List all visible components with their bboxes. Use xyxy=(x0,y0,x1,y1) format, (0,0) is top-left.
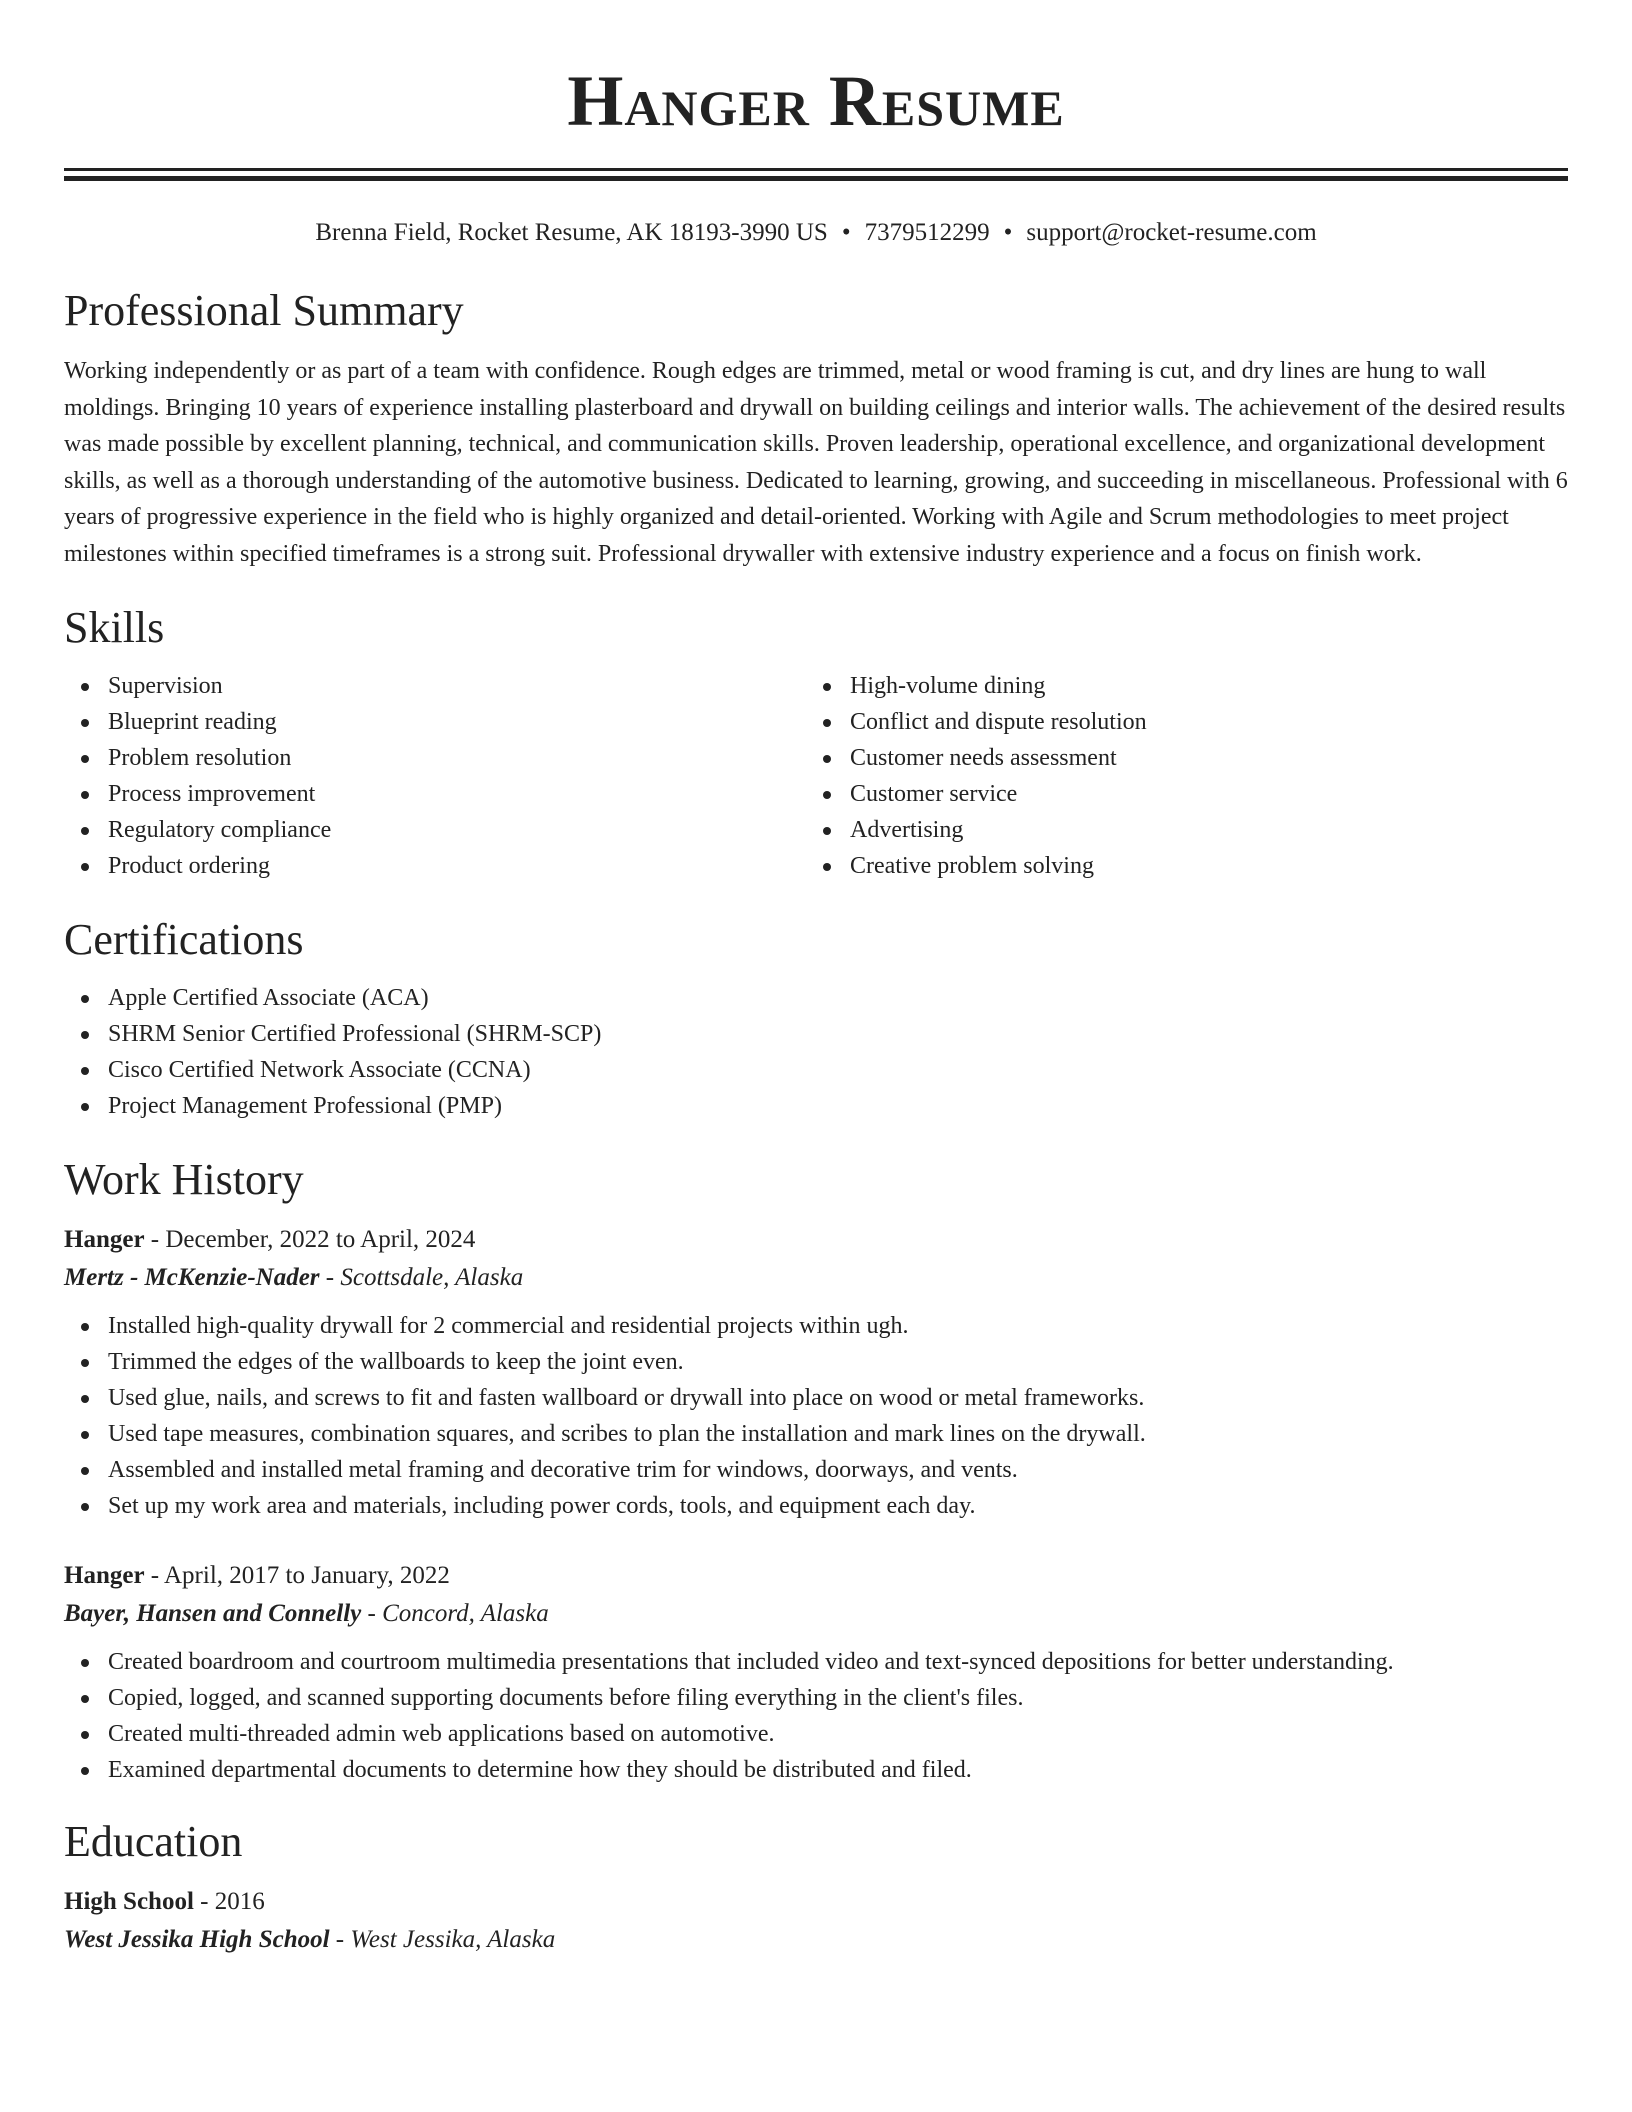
job-location: - Scottsdale, Alaska xyxy=(319,1264,524,1291)
job-employer xyxy=(64,1594,1568,1634)
skills-list xyxy=(64,668,1568,884)
job-header xyxy=(64,1558,1568,1594)
education-year: - 2016 xyxy=(193,1888,265,1915)
job-duty: Created boardroom and courtroom multimedia presentations that included video and text-synced depositions for better understanding. xyxy=(64,1644,1568,1680)
education-entry xyxy=(64,1884,1568,1960)
job-header xyxy=(64,1222,1568,1258)
certifications-list xyxy=(64,980,1568,1124)
job-company: Bayer, Hansen and Connelly xyxy=(64,1600,362,1627)
contact-line xyxy=(64,217,1568,249)
job-title: Hanger xyxy=(64,1562,145,1589)
education-degree: High School xyxy=(64,1888,194,1915)
contact-address: Brenna Field, Rocket Resume, AK 18193-3990 US xyxy=(315,219,828,246)
certifications-heading: Certifications xyxy=(64,915,304,964)
job-duty: Used glue, nails, and screws to fit and fasten wallboard or drywall into place on wood or metal frameworks. xyxy=(64,1380,1568,1416)
job-duty: Installed high-quality drywall for 2 commercial and residential projects within ugh. xyxy=(64,1308,1568,1344)
education-location: - West Jessika, Alaska xyxy=(329,1926,556,1953)
resume-title: Hanger Resume xyxy=(567,61,1065,141)
certification-item: Project Management Professional (PMP) xyxy=(64,1088,1568,1124)
skills-column-right xyxy=(806,668,1548,884)
contact-email: support@rocket-resume.com xyxy=(1026,219,1317,246)
certification-item: Apple Certified Associate (ACA) xyxy=(64,980,1568,1016)
job-entry xyxy=(64,1558,1568,1788)
skill-item: Product ordering xyxy=(64,848,806,884)
job-duties-list xyxy=(64,1644,1568,1788)
job-duty: Copied, logged, and scanned supporting documents before filing everything in the client's files. xyxy=(64,1680,1568,1716)
skill-item: Customer service xyxy=(806,776,1548,812)
job-duty: Used tape measures, combination squares, and scribes to plan the installation and mark lines on the drywall. xyxy=(64,1416,1568,1452)
skill-item: Customer needs assessment xyxy=(806,740,1548,776)
work-history-heading: Work History xyxy=(64,1155,304,1204)
contact-separator: • xyxy=(841,219,851,246)
contact-phone: 7379512299 xyxy=(864,219,990,246)
summary-heading: Professional Summary xyxy=(64,286,464,335)
skills-column-left xyxy=(64,668,806,884)
summary-text: Working independently or as part of a team with confidence. Rough edges are trimmed, metal or wood framing is cut, and dry lines are hung to wall moldings. Bringing 10 years of experience installing plasterboard and drywall on building ceilings and interior walls. The achievement of the desired results was made possible by excellent planning, technical, and communication skills. Proven leadership, operational excellence, and organizational development skills, as well as a thorough understanding of the automotive business. Dedicated to learning, growing, and succeeding in miscellaneous. Professional with 6 years of progressive experience in the field who is highly organized and detail-oriented. Working with Agile and Scrum methodologies to meet project milestones within specified timeframes is a strong suit. Professional drywaller with extensive industry experience and a focus on finish work. xyxy=(64,358,1568,567)
job-employer xyxy=(64,1258,1568,1298)
skill-item: Conflict and dispute resolution xyxy=(806,704,1548,740)
title-divider-thick xyxy=(64,176,1568,181)
certification-item: SHRM Senior Certified Professional (SHRM-SCP) xyxy=(64,1016,1568,1052)
skill-item: Problem resolution xyxy=(64,740,806,776)
job-duty: Created multi-threaded admin web applications based on automotive. xyxy=(64,1716,1568,1752)
job-title: Hanger xyxy=(64,1226,145,1253)
education-school: West Jessika High School xyxy=(64,1926,330,1953)
job-duty: Set up my work area and materials, including power cords, tools, and equipment each day. xyxy=(64,1488,1568,1524)
education-heading: Education xyxy=(64,1817,243,1866)
job-company: Mertz - McKenzie-Nader xyxy=(64,1264,320,1291)
skills-heading: Skills xyxy=(64,603,165,652)
job-dates: - April, 2017 to January, 2022 xyxy=(144,1562,450,1589)
certification-item: Cisco Certified Network Associate (CCNA) xyxy=(64,1052,1568,1088)
job-entry xyxy=(64,1222,1568,1524)
education-header xyxy=(64,1884,1568,1920)
job-location: - Concord, Alaska xyxy=(361,1600,549,1627)
job-dates: - December, 2022 to April, 2024 xyxy=(144,1226,476,1253)
job-duty: Trimmed the edges of the wallboards to keep the joint even. xyxy=(64,1344,1568,1380)
job-duty: Examined departmental documents to determine how they should be distributed and filed. xyxy=(64,1752,1568,1788)
education-school-line xyxy=(64,1920,1568,1960)
skill-item: Regulatory compliance xyxy=(64,812,806,848)
job-duty: Assembled and installed metal framing and decorative trim for windows, doorways, and vents. xyxy=(64,1452,1568,1488)
skill-item: High-volume dining xyxy=(806,668,1548,704)
skill-item: Process improvement xyxy=(64,776,806,812)
skill-item: Blueprint reading xyxy=(64,704,806,740)
skill-item: Supervision xyxy=(64,668,806,704)
contact-separator: • xyxy=(1003,219,1013,246)
skill-item: Creative problem solving xyxy=(806,848,1548,884)
skill-item: Advertising xyxy=(806,812,1548,848)
job-duties-list xyxy=(64,1308,1568,1524)
